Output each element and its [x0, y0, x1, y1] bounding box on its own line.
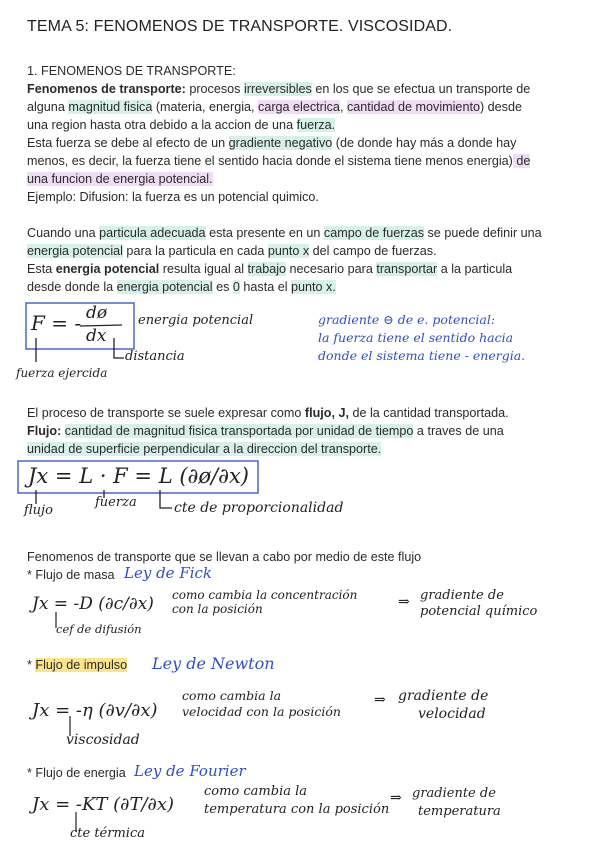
section1-line1: Fenomenos de transporte: procesos irreversibles en los que se efectua un transporte de [27, 82, 531, 96]
energia-eq: Jx = -KT (∂T/∂x) [32, 794, 175, 815]
hand2-eq: Jx = L · F = L (∂ø/∂x) [28, 464, 249, 488]
impulso-law: Ley de Newton [152, 654, 275, 673]
section3-line3: unidad de superficie perpendicular a la direccion del transporte. [27, 442, 382, 456]
section4-intro: Fenomenos de transporte que se llevan a cabo por medio de este flujo [27, 550, 422, 564]
section1-line7: Ejemplo: Difusion: la fuerza es un potencial quimico. [27, 190, 319, 204]
hand1-note-fuerza: fuerza ejercida [16, 366, 108, 380]
impulso-eq: Jx = -η (∂v/∂x) [32, 700, 158, 721]
masa-law: Ley de Fick [124, 564, 213, 582]
section1-line4: Esta fuerza se debe al efecto de un gradiente negativo (de donde hay más a donde hay [27, 136, 517, 150]
section1-line2: alguna magnitud fisica (materia, energia, carga electrica, cantidad de movimiento) desde [27, 100, 522, 114]
section3-line1: El proceso de transporte se suele expresar como flujo, J, de la cantidad transportada. [27, 406, 509, 420]
section3-line2: Flujo: cantidad de magnitud fisica transportada por unidad de tiempo a traves de una [27, 424, 504, 438]
masa-eq: Jx = -D (∂c/∂x) [32, 594, 154, 614]
hand1-eq-num: dø [86, 303, 108, 323]
energia-coef: cte térmica [70, 826, 145, 841]
section2-line1: Cuando una particula adecuada esta presente en un campo de fuerzas se puede definir una [27, 226, 542, 240]
section2-line2: energia potencial para la particula en cada punto x del campo de fuerzas. [27, 244, 437, 258]
masa-grad1: gradiente de [420, 588, 504, 603]
hand1-blue-2: la fuerza tiene el sentido hacia [318, 330, 514, 345]
hand1-blue-3: donde el sistema tiene - energia. [318, 348, 526, 363]
hand2-note-cte: cte de proporcionalidad [174, 500, 344, 516]
page-title: TEMA 5: FENOMENOS DE TRANSPORTE. VISCOSIDAD. [27, 18, 453, 35]
masa-grad2: potencial químico [420, 604, 538, 619]
section1-line6: una funcion de energia potencial. [27, 172, 213, 186]
masa-arrow: ⇒ [398, 594, 410, 610]
energia-note1: como cambia la [204, 784, 308, 799]
impulso-coef: viscosidad [66, 732, 140, 748]
energia-grad1: gradiente de [412, 786, 496, 801]
section1-heading: 1. FENOMENOS DE TRANSPORTE: [27, 64, 236, 78]
hand2-note-fuerza: fuerza [95, 495, 137, 510]
section2-line4: desde donde la energia potencial es 0 hasta el punto x. [27, 280, 336, 294]
masa-note2: con la posición [172, 602, 263, 616]
impulso-label: Flujo de impulso [35, 658, 128, 672]
section1-line5: menos, es decir, la fuerza tiene el sentido hacia donde el sistema tiene menos energia) de [27, 154, 531, 168]
energia-label: * Flujo de energia [27, 766, 126, 780]
impulso-note1: como cambia la [182, 688, 282, 703]
impulso-grad1: gradiente de [398, 688, 489, 704]
hand1-note-energia: energia potencial [138, 313, 254, 328]
hand2-note-flujo: flujo [24, 503, 53, 518]
hand1-eq-den: dx [86, 326, 107, 346]
section1-line3: una region hasta otra debido a la accion de una fuerza. [27, 118, 336, 132]
hand1-note-distancia: distancia [125, 349, 185, 364]
energia-grad2: temperatura [418, 804, 501, 819]
energia-arrow: ⇒ [390, 790, 402, 806]
masa-label: * Flujo de masa [27, 568, 115, 582]
hand1-blue-1: gradiente ⊖ de e. potencial: [318, 312, 496, 327]
impulso-arrow: ⇒ [374, 692, 386, 708]
masa-coef: cef de difusión [56, 622, 142, 636]
energia-law: Ley de Fourier [134, 762, 246, 780]
masa-note1: como cambia la concentración [172, 588, 358, 602]
impulso-note2: velocidad con la posición [182, 704, 341, 719]
hand1-eq-left: F = - [31, 311, 82, 335]
section2-line3: Esta energia potencial resulta igual al trabajo necesario para transportar a la particula [27, 262, 513, 276]
impulso-label-row: * Flujo de impulso [27, 658, 128, 672]
impulso-grad2: velocidad [418, 706, 486, 722]
energia-note2: temperatura con la posición [204, 802, 390, 817]
